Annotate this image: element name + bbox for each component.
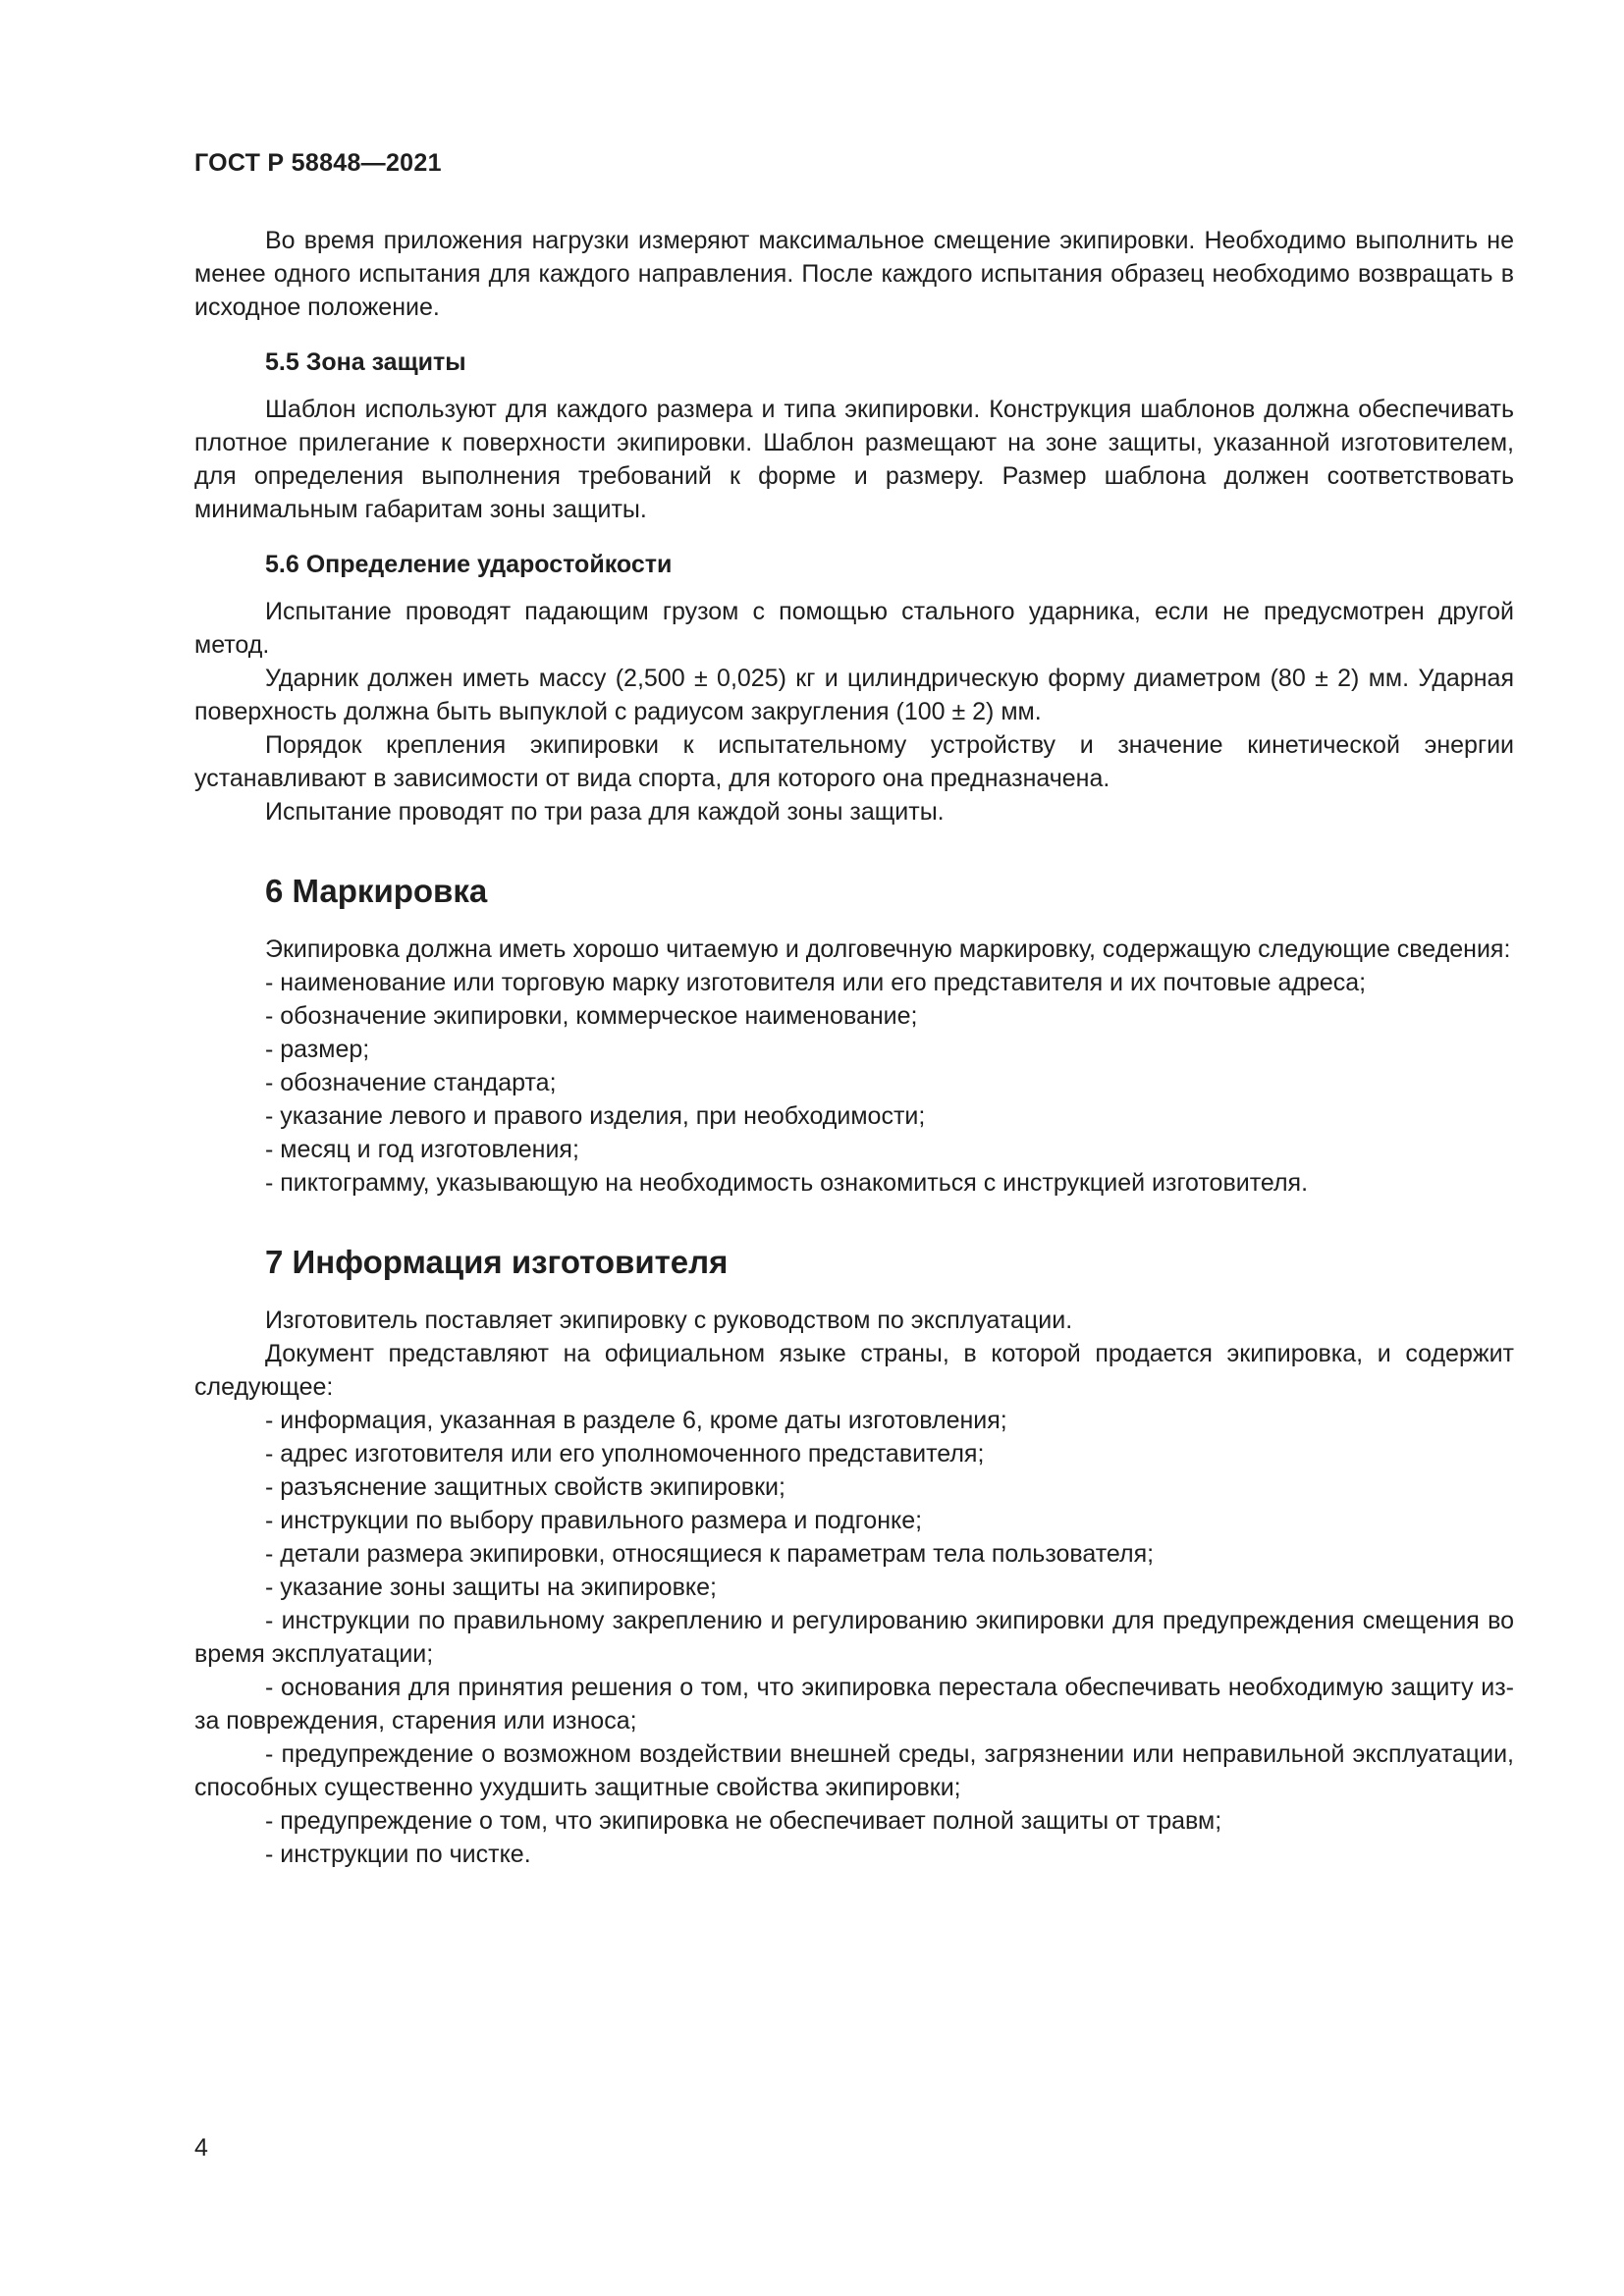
section-7-list-item: - инструкции по чистке. (265, 1841, 531, 1868)
section-7-list-item: - детали размера экипировки, относящиеся к параметрам тела пользователя; (265, 1540, 1155, 1568)
section-5-6-heading: 5.6 Определение ударостойкости (265, 551, 673, 578)
section-6-list-item: - пиктограмму, указывающую на необходимость ознакомиться с инструкцией изготовителя. (265, 1169, 1309, 1197)
section-6-paragraph: Экипировка должна иметь хорошо читаемую и долговечную маркировку, содержащую следующие сведения: (265, 935, 1511, 963)
section-6-list-item: - месяц и год изготовления; (265, 1136, 579, 1163)
section-6-list-item: - обозначение экипировки, коммерческое наименование; (265, 1002, 918, 1030)
section-7-paragraph-2: Документ представляют на официальном языке страны, в которой продается экипировка, и содержит следующее: (194, 1340, 1514, 1401)
intro-paragraph: Во время приложения нагрузки измеряют максимальное смещение экипировки. Необходимо выполнить не менее одного испытания для каждого направления. После каждого испытания образец необходимо возвращать в исходное положение. (194, 227, 1514, 321)
section-6-heading: 6 Маркировка (265, 873, 488, 909)
section-7-list-item: - указание зоны защиты на экипировке; (265, 1574, 717, 1601)
section-7-list-item: - основания для принятия решения о том, что экипировка перестала обеспечивать необходимую защиту из-за повреждения, старения или износа; (194, 1674, 1514, 1735)
section-6-list-item: - размер; (265, 1036, 370, 1063)
section-5-6-paragraph-1: Испытание проводят падающим грузом с помощью стального ударника, если не предусмотрен другой метод. (194, 598, 1514, 659)
document-header: ГОСТ Р 58848—2021 (194, 149, 442, 177)
page-number: 4 (194, 2134, 208, 2162)
section-6-list-item: - обозначение стандарта; (265, 1069, 557, 1096)
section-5-6-paragraph-4: Испытание проводят по три раза для каждой зоны защиты. (265, 798, 945, 826)
section-7-list-item: - предупреждение о возможном воздействии внешней среды, загрязнении или неправильной эксплуатации, способных существенно ухудшить защитные свойства экипировки; (194, 1740, 1514, 1801)
section-5-5-heading: 5.5 Зона защиты (265, 348, 466, 376)
section-7-list-item: - разъяснение защитных свойств экипировки; (265, 1473, 785, 1501)
section-7-list-item: - предупреждение о том, что экипировка не обеспечивает полной защиты от травм; (265, 1807, 1222, 1835)
document-body (194, 224, 1514, 1871)
section-5-6-paragraph-2: Ударник должен иметь массу (2,500 ± 0,025) кг и цилиндрическую форму диаметром (80 ± 2) мм. Ударная поверхность должна быть выпуклой с радиусом закругления (100 ± 2) мм. (194, 665, 1514, 725)
section-5-5-paragraph: Шаблон используют для каждого размера и типа экипировки. Конструкция шаблонов должна обеспечивать плотное прилегание к поверхности экипировки. Шаблон размещают на зоне защиты, указанной изготовителем, для определения выполнения требований к форме и размеру. Размер шаблона должен соответствовать минимальным габаритам зоны защиты. (194, 396, 1514, 523)
section-5-6-paragraph-3: Порядок крепления экипировки к испытательному устройству и значение кинетической энергии устанавливают в зависимости от вида спорта, для которого она предназначена. (194, 731, 1514, 792)
section-7-paragraph-1: Изготовитель поставляет экипировку с руководством по эксплуатации. (265, 1307, 1073, 1334)
section-7-heading: 7 Информация изготовителя (265, 1244, 729, 1280)
section-7-list-item: - инструкции по выбору правильного размера и подгонке; (265, 1507, 923, 1534)
section-7-list-item: - адрес изготовителя или его уполномоченного представителя; (265, 1440, 985, 1468)
section-6-list-item: - наименование или торговую марку изготовителя или его представителя и их почтовые адреса; (265, 969, 1367, 996)
section-6-list-item: - указание левого и правого изделия, при необходимости; (265, 1102, 926, 1130)
section-7-list-item: - информация, указанная в разделе 6, кроме даты изготовления; (265, 1407, 1007, 1434)
section-7-list-item: - инструкции по правильному закреплению и регулированию экипировки для предупреждения смещения во время эксплуатации; (194, 1607, 1514, 1668)
